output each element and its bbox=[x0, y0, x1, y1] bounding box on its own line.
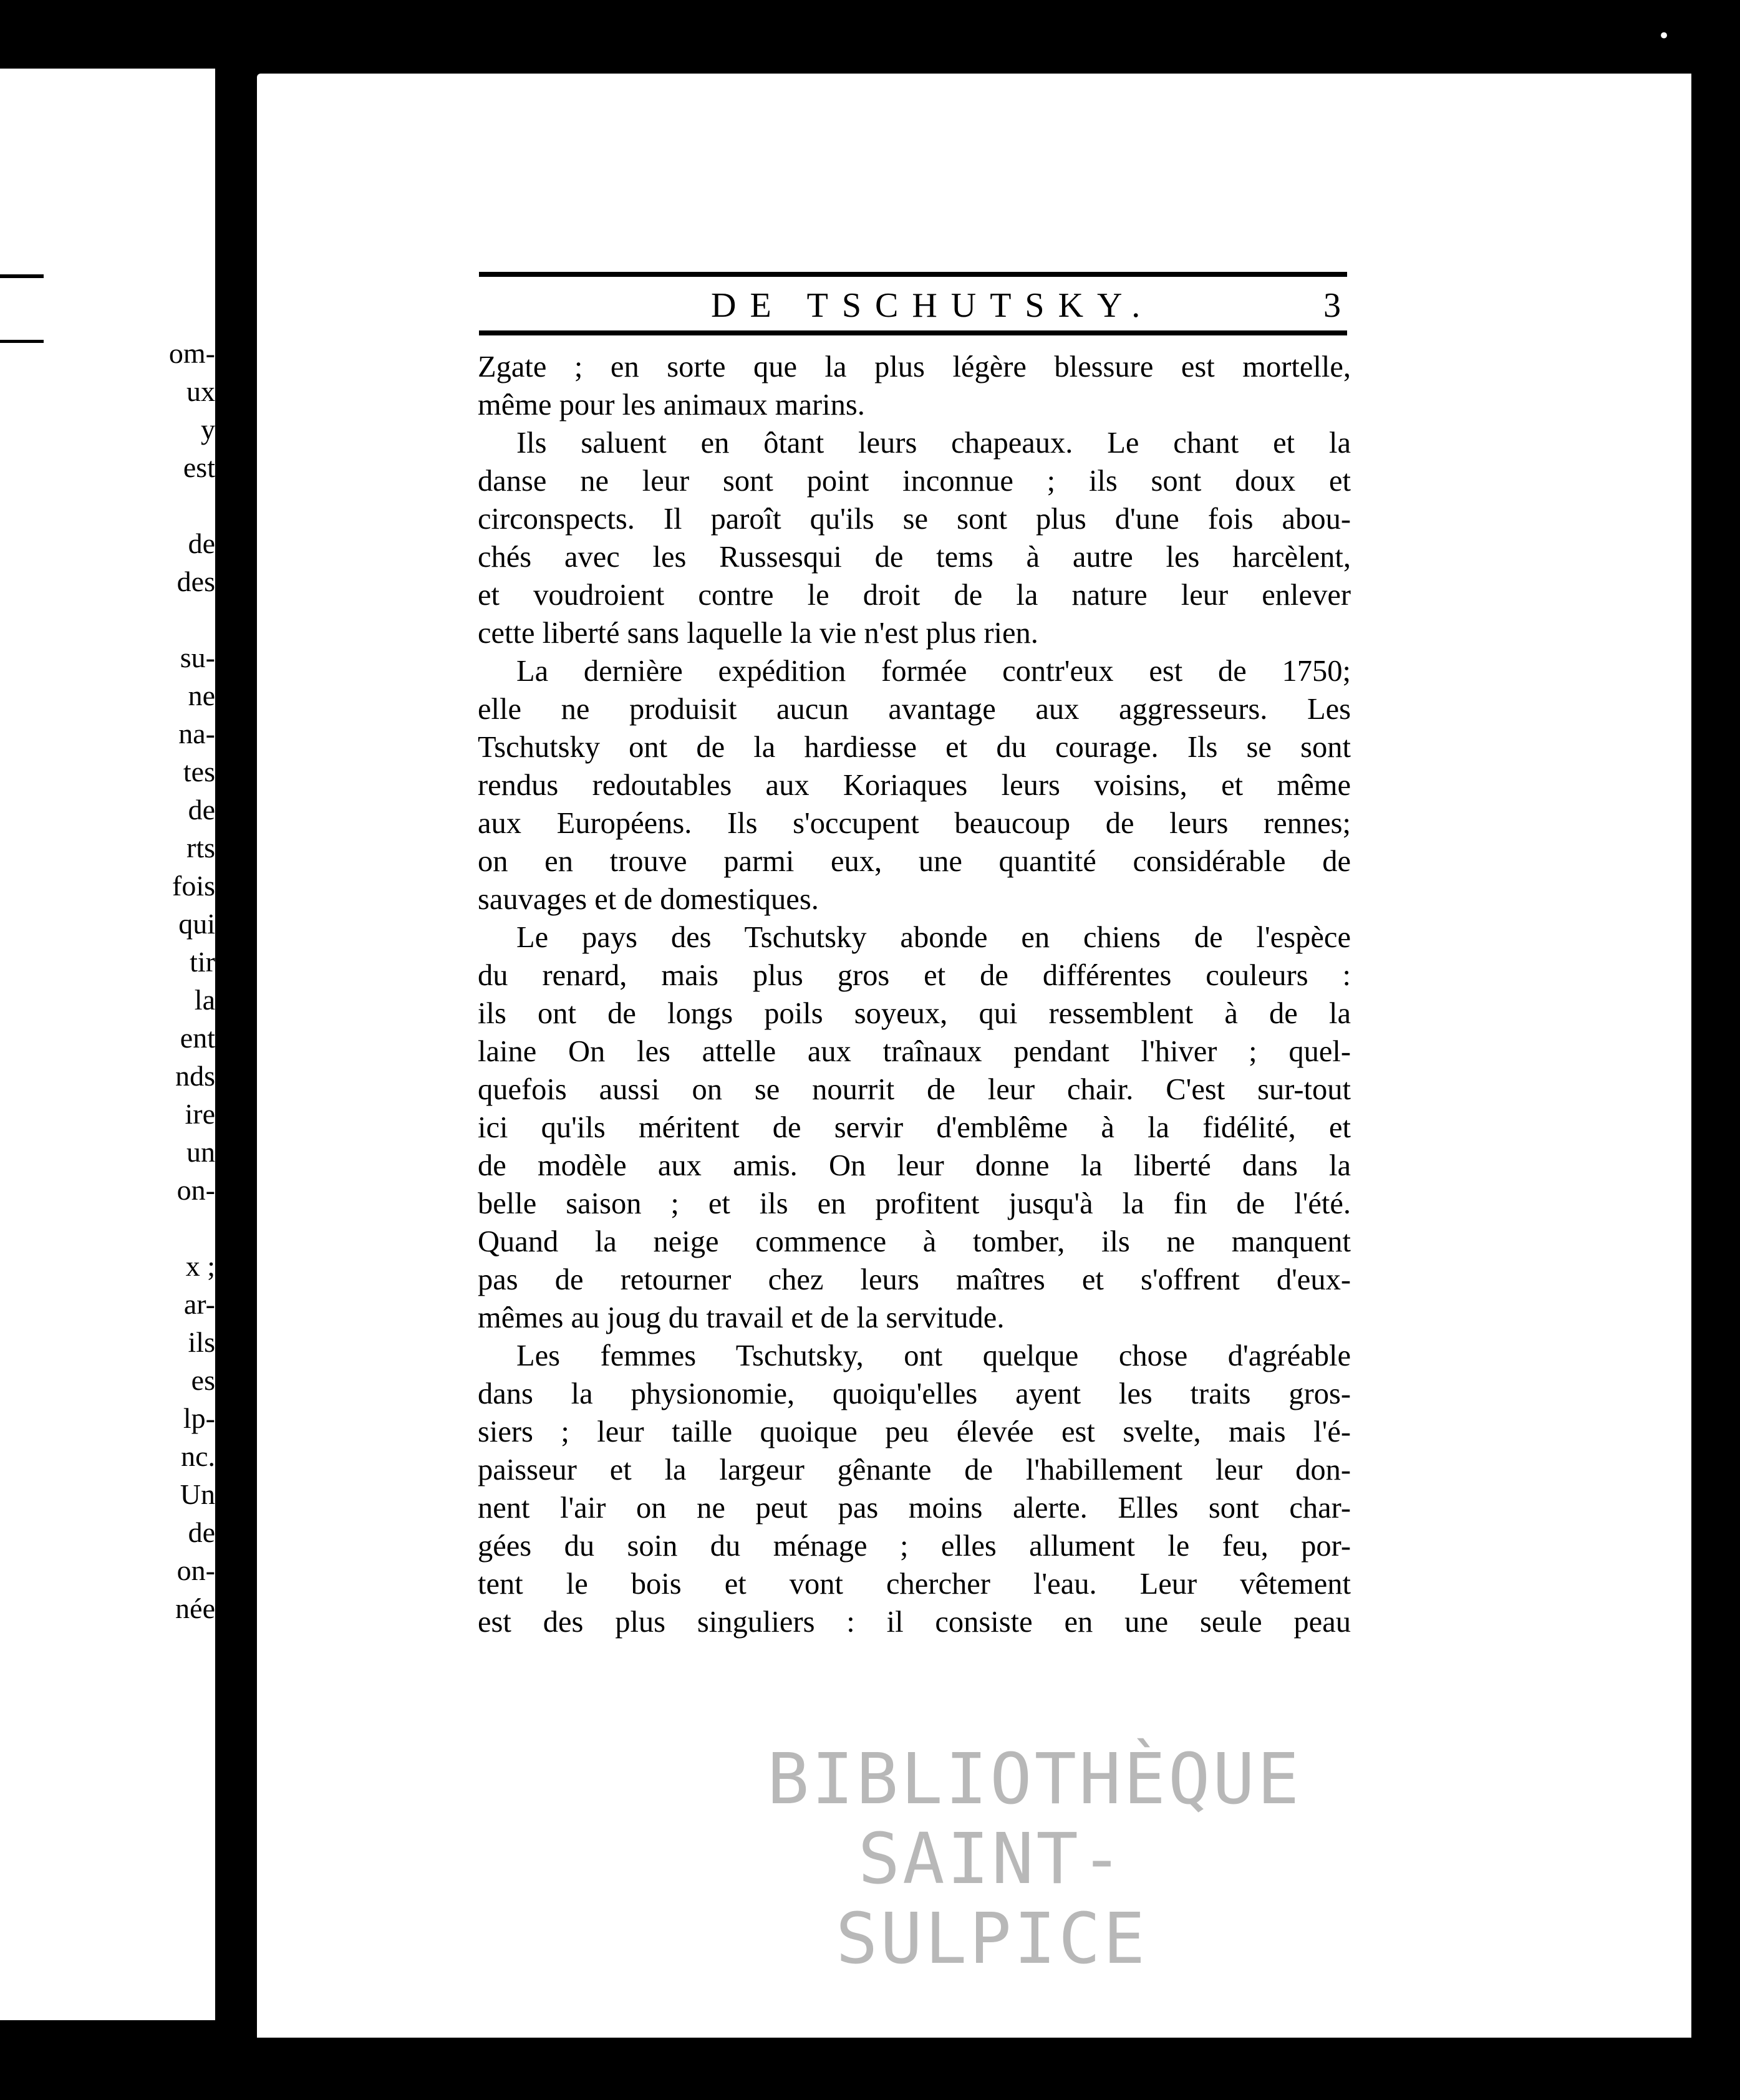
facing-page-fragment: de bbox=[188, 1516, 215, 1548]
text-line: rendus redoutables aux Koriaques leurs voisins, et même bbox=[478, 769, 1351, 802]
facing-page-fragment: rts bbox=[186, 832, 215, 864]
text-line: chés avec les Russesqui de tems à autre les harcèlent, bbox=[478, 541, 1351, 574]
facing-page-fragment: nds bbox=[175, 1060, 215, 1092]
text-line: Ils saluent en ôtant leurs chapeaux. Le chant et la bbox=[516, 426, 1351, 460]
text-line: mêmes au joug du travail et de la servitude. bbox=[478, 1301, 1005, 1334]
facing-page-fragment: ent bbox=[180, 1022, 215, 1054]
text-line: siers ; leur taille quoique peu élevée est svelte, mais l'é- bbox=[478, 1415, 1351, 1448]
running-head: DE TSCHUTSKY. bbox=[711, 286, 1154, 325]
facing-page-fragment: qui bbox=[178, 908, 215, 940]
header-rule-top bbox=[479, 272, 1347, 277]
text-line: et voudroient contre le droit de la nature leur enlever bbox=[478, 579, 1351, 612]
facing-page-fragment: de bbox=[188, 527, 215, 559]
stamp-line-2: SAINT-SULPICE bbox=[835, 1819, 1148, 1980]
text-line: Quand la neige commence à tomber, ils ne manquent bbox=[478, 1225, 1351, 1258]
text-line: aux Européens. Ils s'occupent beaucoup de leurs rennes; bbox=[478, 807, 1351, 840]
facing-page-fragment: x ; bbox=[185, 1250, 215, 1282]
facing-page-fragment: est bbox=[183, 451, 215, 483]
text-line: sauvages et de domestiques. bbox=[478, 883, 819, 916]
facing-page-fragment: fois bbox=[172, 870, 215, 902]
text-line: Les femmes Tschutsky, ont quelque chose d'agréable bbox=[516, 1339, 1351, 1372]
facing-page-fragment: es bbox=[191, 1364, 215, 1396]
facing-page-fragment: tes bbox=[183, 756, 215, 788]
text-line: laine On les attelle aux traînaux pendant l'hiver ; quel- bbox=[478, 1035, 1351, 1068]
facing-page-fragment: y bbox=[201, 413, 215, 445]
text-line: circonspects. Il paroît qu'ils se sont plus d'une fois abou- bbox=[478, 503, 1351, 536]
facing-page-fragment: on- bbox=[176, 1174, 215, 1206]
stamp-line-1: BIBLIOTHÈQUE bbox=[767, 1739, 1302, 1820]
text-line: Le pays des Tschutsky abonde en chiens de l'espèce bbox=[516, 921, 1351, 954]
text-line: Tschutsky ont de la hardiesse et du courage. Ils se sont bbox=[478, 731, 1351, 764]
facing-page-fragment: un bbox=[186, 1136, 215, 1168]
text-line: belle saison ; et ils en profitent jusqu'à la fin de l'été. bbox=[478, 1187, 1351, 1220]
facing-page-fragment: ux bbox=[186, 375, 215, 407]
text-line: quefois aussi on se nourrit de leur chair. C'est sur-tout bbox=[478, 1073, 1351, 1106]
facing-page-text bbox=[0, 337, 215, 1708]
facing-page-fragment: née bbox=[175, 1592, 215, 1624]
facing-page-fragment: tir bbox=[190, 946, 215, 978]
facing-page-fragment: de bbox=[188, 794, 215, 826]
text-line: nent l'air on ne peut pas moins alerte. Elles sont char- bbox=[478, 1491, 1351, 1524]
facing-page-fragment: des bbox=[176, 566, 215, 597]
facing-page-fragment: ils bbox=[188, 1326, 215, 1358]
text-line: du renard, mais plus gros et de différentes couleurs : bbox=[478, 959, 1351, 992]
text-line: de modèle aux amis. On leur donne la liberté dans la bbox=[478, 1149, 1351, 1182]
text-line: ici qu'ils méritent de servir d'emblême à la fidélité, et bbox=[478, 1111, 1351, 1144]
text-line: danse ne leur sont point inconnue ; ils sont doux et bbox=[478, 465, 1351, 498]
text-line: Zgate ; en sorte que la plus légère blessure est mortelle, bbox=[478, 350, 1351, 383]
book-gutter bbox=[215, 0, 259, 2100]
text-line: elle ne produisit aucun avantage aux aggresseurs. Les bbox=[478, 693, 1351, 726]
page-number: 3 bbox=[1323, 286, 1341, 325]
text-line: gées du soin du ménage ; elles allument le feu, por- bbox=[478, 1529, 1351, 1563]
text-line: pas de retourner chez leurs maîtres et s'offrent d'eux- bbox=[478, 1263, 1351, 1296]
facing-page-fragment: ar- bbox=[183, 1288, 215, 1320]
body-text bbox=[478, 348, 1351, 1641]
facing-page-fragment: nc. bbox=[181, 1440, 215, 1472]
facing-page-fragment: la bbox=[194, 984, 215, 1016]
facing-page-fragment: ire bbox=[185, 1098, 215, 1130]
header-rule-bottom bbox=[479, 330, 1347, 335]
text-line: paisseur et la largeur gênante de l'habillement leur don- bbox=[478, 1453, 1351, 1486]
facing-page-fragment: ne bbox=[188, 680, 215, 711]
text-line: dans la physionomie, quoiqu'elles ayent les traits gros- bbox=[478, 1377, 1351, 1410]
page-edge bbox=[1691, 0, 1740, 2100]
facing-page-fragment: na- bbox=[178, 718, 215, 749]
facing-page-fragment: su- bbox=[180, 642, 215, 673]
corner-mark: • bbox=[1658, 24, 1671, 49]
text-line: même pour les animaux marins. bbox=[478, 388, 865, 421]
facing-page-rule bbox=[0, 274, 44, 278]
facing-page-fragment: lp- bbox=[183, 1402, 215, 1434]
text-line: on en trouve parmi eux, une quantité considérable de bbox=[478, 845, 1351, 878]
text-line: ils ont de longs poils soyeux, qui ressemblent à de la bbox=[478, 997, 1351, 1030]
text-line: est des plus singuliers : il consiste en une seule peau bbox=[478, 1606, 1351, 1639]
library-stamp bbox=[767, 1739, 1302, 1980]
facing-page-fragment: on- bbox=[176, 1554, 215, 1586]
text-line: La dernière expédition formée contr'eux est de 1750; bbox=[516, 655, 1351, 688]
text-line: cette liberté sans laquelle la vie n'est plus rien. bbox=[478, 617, 1038, 650]
facing-page-fragment: Un bbox=[180, 1478, 215, 1510]
text-line: tent le bois et vont chercher l'eau. Leur vêtement bbox=[478, 1568, 1351, 1601]
facing-page-fragment: om- bbox=[168, 337, 215, 369]
